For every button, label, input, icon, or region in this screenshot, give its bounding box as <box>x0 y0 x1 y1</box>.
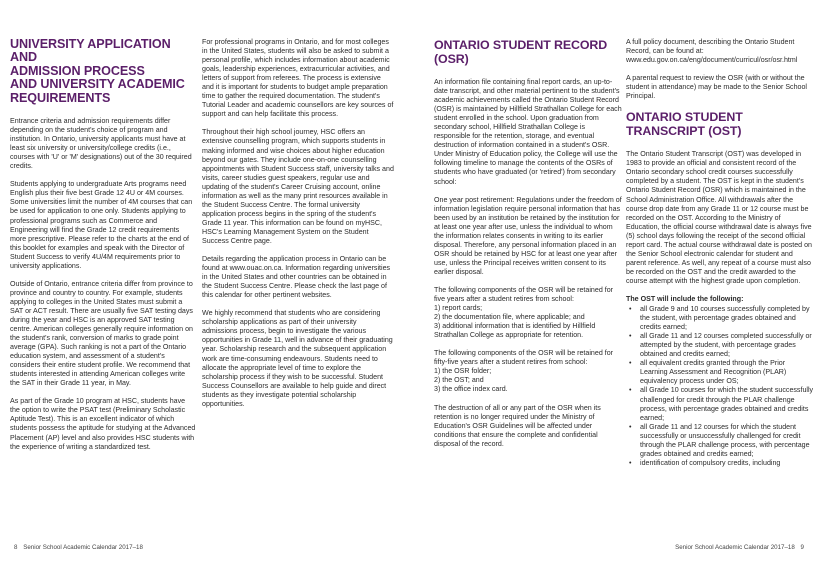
paragraph: Entrance criteria and admission requirements differ depending on the student's choice of program and institution. In Ontario, university applicants must have at least six university or university/college credits (i.e., courses with 'U' or 'M' designations) out of the 30 required credits. <box>10 117 192 171</box>
university-admission-heading: UNIVERSITY APPLICATION AND ADMISSION PROCESS AND UNIVERSITY ACADEMIC REQUIREMENTS <box>10 37 185 105</box>
left-column-2 <box>202 38 394 418</box>
list-item: • identification of compulsory credits, including <box>626 459 814 468</box>
osr-heading: ONTARIO STUDENT RECORD (OSR) <box>434 38 608 66</box>
policy-link-paragraph: A full policy document, describing the Ontario Student Record, can be found at: www.edu.gov.on.ca/eng/document/curricul/osr/osr.html <box>626 38 798 65</box>
ost-heading: ONTARIO STUDENT TRANSCRIPT (OST) <box>626 110 743 139</box>
list-item: • all Grade 9 and 10 courses successfully completed by the student, with percentage grades obtained and credits earned; <box>626 305 814 332</box>
page-number: 9 <box>800 544 804 551</box>
paragraph: Throughout their high school journey, HSC offers an extensive counselling program, which supports students in making informed and wise choices about higher education beyond our gates. They include one-on-one counselling appointments with Student Success staff, university talks and visits, career studies guest speakers, regular use and updating of the student's Career Cruising account, online information as well as the many print resources available in the Student Success Centre. The formal university application process begins in the spring of the student's Grade 11 year. This information can be found on myHSC, HSC's Learning Management System on the Student Success Centre page. <box>202 128 394 245</box>
right-column-2 <box>626 38 814 468</box>
list-item: • all Grade 11 and 12 courses completed successfully or attempted by the student, with percentage grades obtained and credits earned; <box>626 332 814 359</box>
right-page-footer <box>675 544 808 552</box>
paragraph: For professional programs in Ontario, and for most colleges in the United States, students will also be asked to submit a personal profile, which includes information about academic goals, leadership experiences, extracurricular activities, and letters of support from referees. The process is extensive and it is important for students to budget ample preparation time to gather the required documentation. The student's Tutorial Leader and academic counsellors are key sources of support and can help facilitate this process. <box>202 38 394 119</box>
ost-list-title: The OST will include the following: <box>626 294 744 303</box>
ost-list <box>626 305 814 468</box>
left-page-footer <box>10 544 143 552</box>
paragraph: A parental request to review the OSR (with or without the student in attendance) may be made to the Senior School Principal. <box>626 74 808 101</box>
retention-fifty-five-years: The following components of the OSR will be retained for fifty-five years after a student retires from school: 1) the OSR folder; 2) the OST; and 3) the office index card. <box>434 349 614 394</box>
list-item: • all equivalent credits granted through the Prior Learning Assessment and Recognition (PLAR) equivalency process under OS; <box>626 359 814 386</box>
list-item: • all Grade 11 and 12 courses for which the student successfully or unsuccessfully challenged for credit through the PLAR challenge process, with percentage grades obtained and credits earned; <box>626 423 814 459</box>
paragraph: As part of the Grade 10 program at HSC, students have the option to write the PSAT test (Preliminary Scholastic Aptitude Test). This is an excellent indicator of which students possess the aptitude for studying at the Advanced Placement (AP) level and also provides HSC students with the experience of writing a standardized test. <box>10 397 196 451</box>
list-item: • all Grade 10 courses for which the student successfully challenged for credit through the PLAR challenge process, with percentage grades obtained and credits earned; <box>626 386 814 422</box>
right-column-1 <box>434 38 622 458</box>
page-number: 8 <box>14 544 18 551</box>
paragraph: The Ontario Student Transcript (OST) was developed in 1983 to provide an official and consistent record of the Ontario secondary school credit courses successfully completed by a student. The OST is kept in the student's Ontario Student Record (OSR) which is maintained in the School Administration Office. All withdrawals after the course drop date from any Grade 11 or 12 course must be recorded on the OST. According to the Ministry of Education, the official course withdrawal date is always five (5) school days following the receipt of the second official report card. The actual course withdrawal date is posted on the Senior School electronic calendar for student and parent reference. As well, any repeat of a course must also be recorded on the OST and the credit awarded to the course attempt with the highest grade upon completion. <box>626 150 812 285</box>
footer-title: Senior School Academic Calendar 2017–18 <box>675 544 795 551</box>
paragraph: Details regarding the application process in Ontario can be found at www.ouac.on.ca. Information regarding universities in the United States and other countries can be obtained in the Student Success Centre. Please check the last page of this calendar for other pertinent websites. <box>202 255 391 300</box>
left-column-1 <box>10 38 196 461</box>
paragraph: Outside of Ontario, entrance criteria differ from province to province and country to country. For example, students applying to colleges in the United States must submit a SAT or ACT result. There are usually five SAT testing days during the year and HSC is an approved SAT testing centre. American colleges generally require information on the student's rank, conversion of marks to grade point average (GPA). Such ranking is not a part of the Ontario education system, and assessment of a student's considers their entire student profile. We recommend that students interested in attending American colleges write the SAT in their Grade 11 year, in May. <box>10 279 193 388</box>
paragraph: We highly recommend that students who are considering scholarship applications as part of their university admissions process, begin to investigate the various opportunities in Grade 11, well in advance of their graduating year. Scholarship research and the subsequent application work are time-consuming endeavours. Students need to allocate the appropriate level of time to explore the scholarship process if they wish to be successful. Student Success Counsellors are available to help guide and direct students as they investigate potential scholarship opportunities. <box>202 309 393 408</box>
retention-five-years: The following components of the OSR will be retained for five years after a student retires from school: 1) report cards; 2) the documentation file, where applicable; and 3) additional information that is identified by Hillfield Strathallan College as appropriate for retention. <box>434 285 614 340</box>
paragraph: Students applying to undergraduate Arts programs need English plus their five best Grade 12 4U or 4M courses. Some universities limit the number of 4M courses that can be used for application to one only. Students applying to professional programs such as Commerce and Engineering will find the Grade 12 credit requirements more prescriptive. Please refer to the charts at the end of this booklet for examples and speak with the Director of Student Success to verify 4U/4M requirements prior to university applications. <box>10 180 193 270</box>
paragraph: One year post retirement: Regulations under the freedom of information legislation require personal information that has been used by an institution be retained by the institution for at least one year after use, unless the individual to whom the information relates consents in writing to its earlier disposal. Therefore, any personal information placed in an OSR should be retained by HSC for at least one year after use, unless the Principal receives written consent to its earlier disposal. <box>434 195 622 276</box>
paragraph: The destruction of all or any part of the OSR when its retention is no longer required under the Ministry of Education's OSR Guidelines will be affected under conditions that ensure the complete and confidential disposal of the record. <box>434 403 601 448</box>
paragraph: An information file containing final report cards, an up-to-date transcript, and other material pertinent to the student's academic achievements called the Ontario Student Record (OSR) is maintained by Hillfield Strathallan College for each student enrolled in the school. Upon graduation from secondary school, Hillfield Strathallan College is responsible for the retention, storage, and eventual destruction of information contained in a student's OSR. Under Ministry of Education policy, the College will use the following timeline to manage the contents of the OSRs of students who have graduated (or 'retired') from secondary school: <box>434 78 622 186</box>
footer-title: Senior School Academic Calendar 2017–18 <box>23 544 143 551</box>
right-page <box>410 0 820 562</box>
